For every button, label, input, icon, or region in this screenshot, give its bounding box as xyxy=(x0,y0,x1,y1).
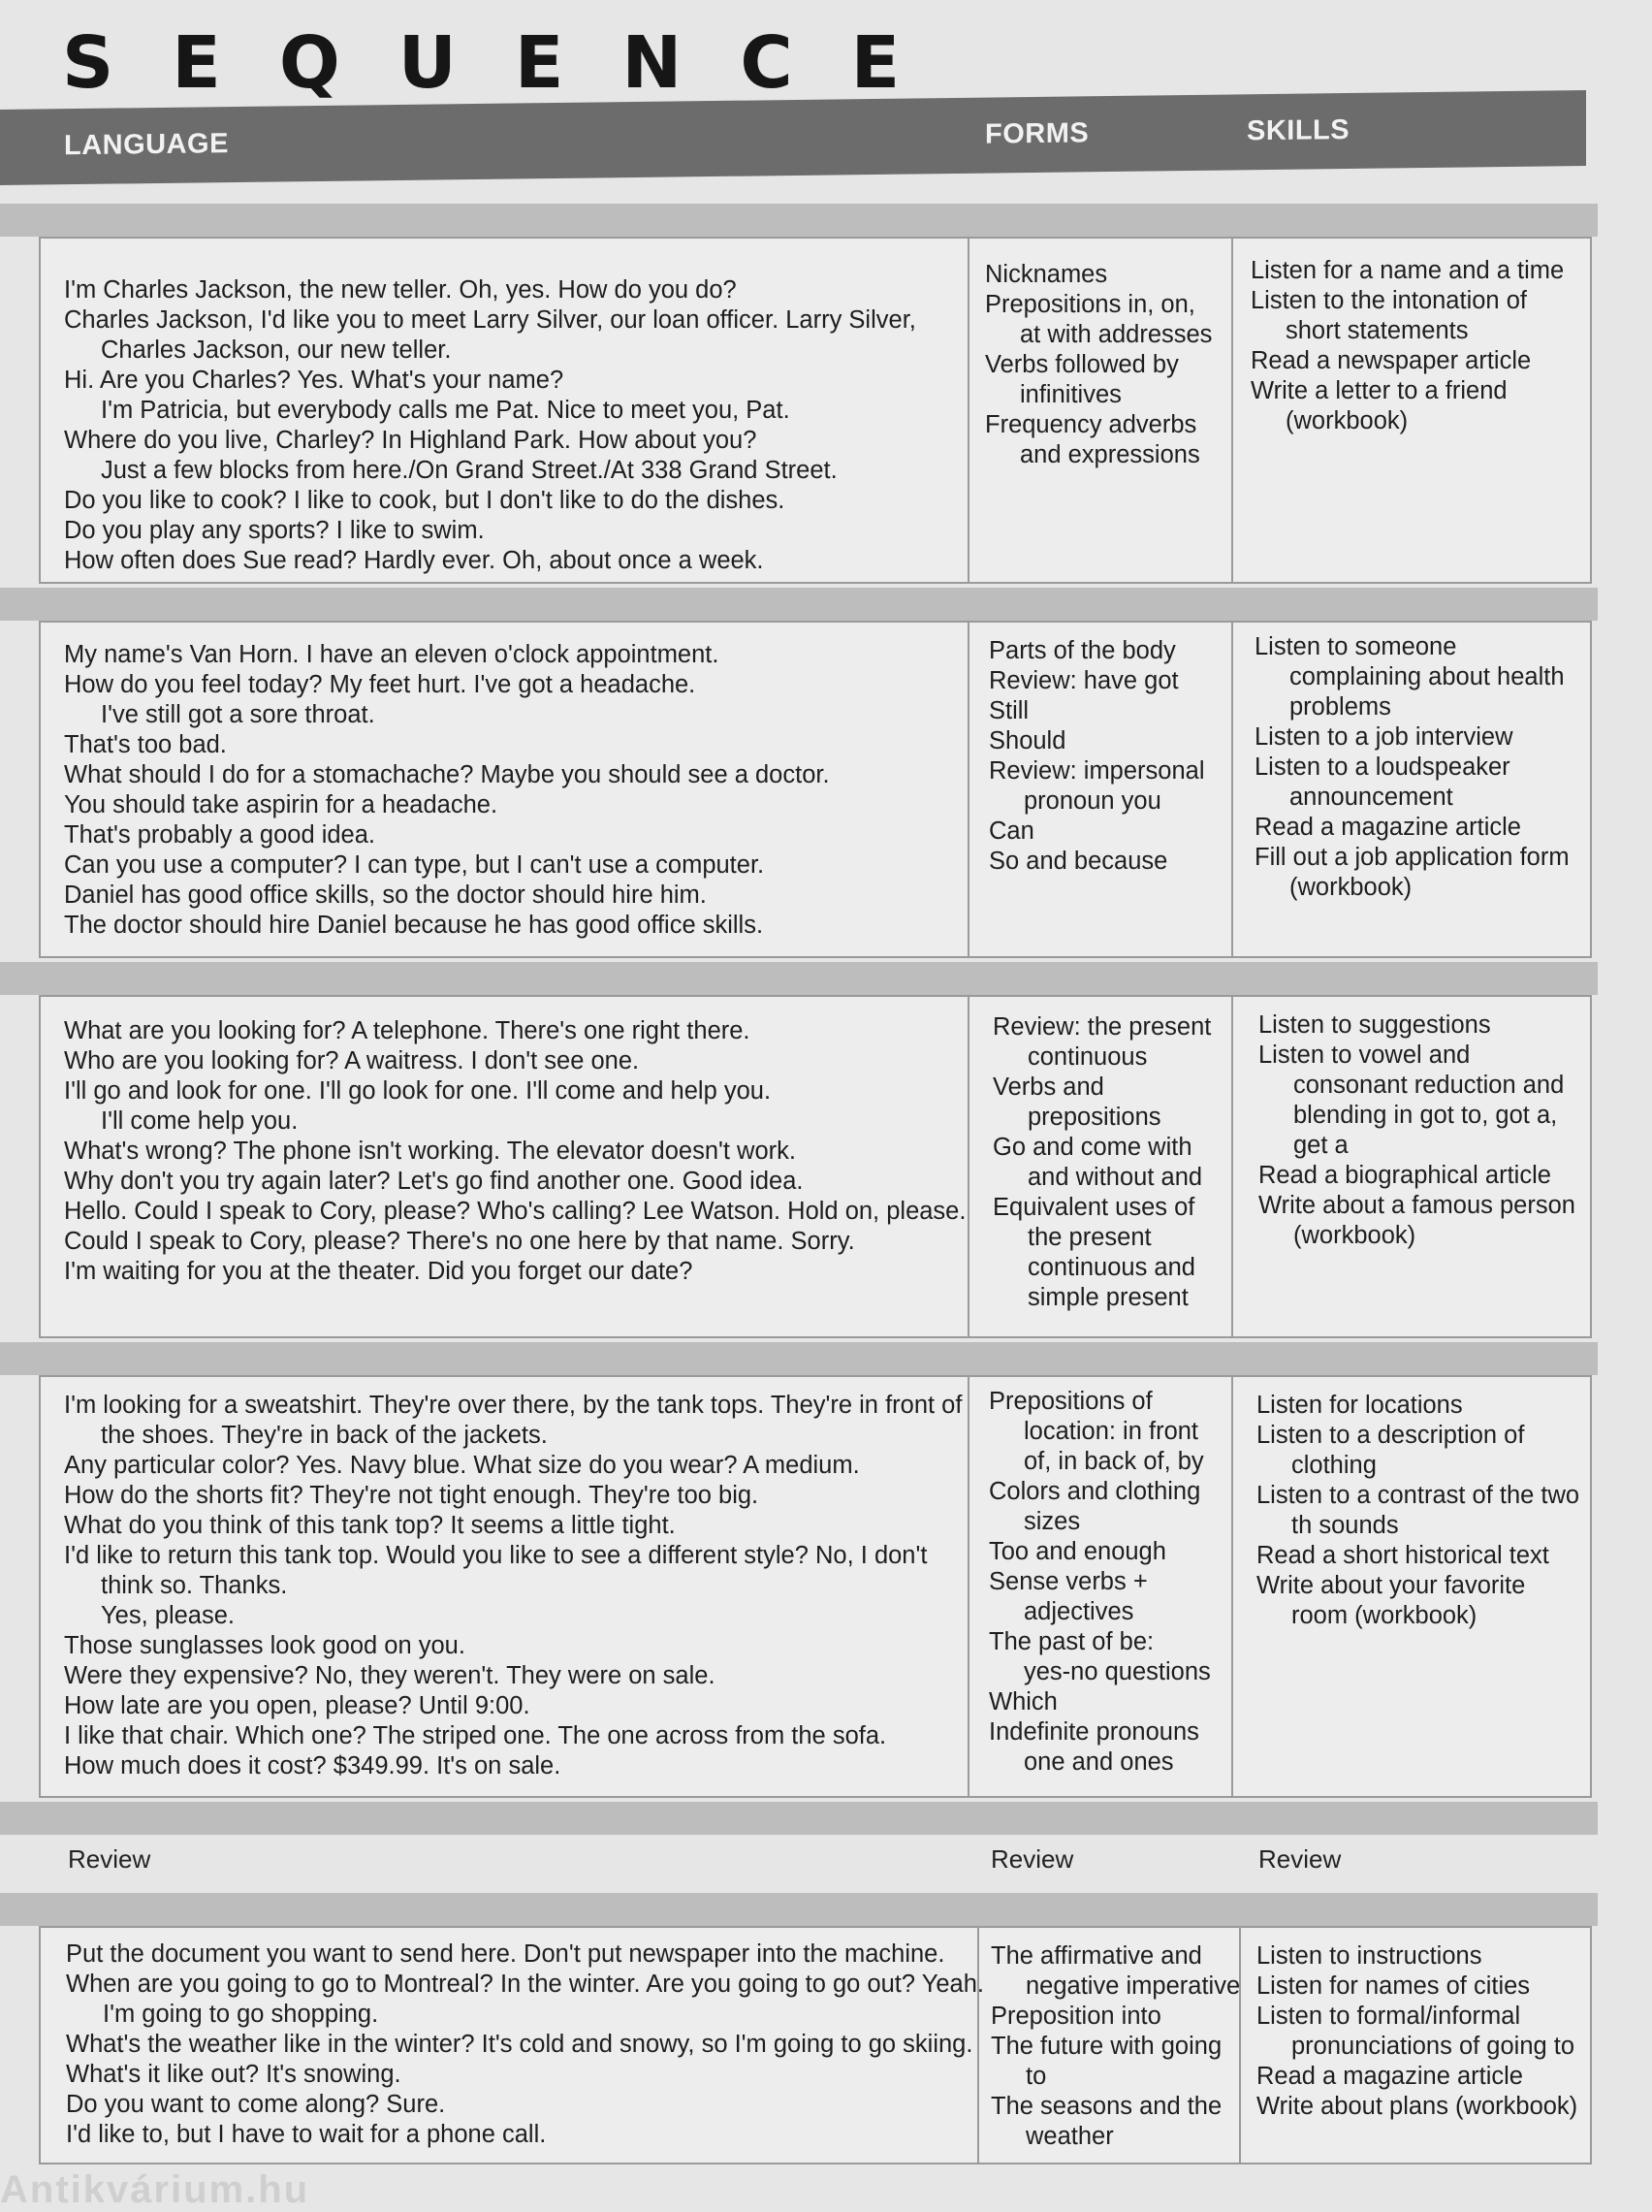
forms-line: Review: impersonal xyxy=(989,757,1205,785)
language-line: Were they expensive? No, they weren't. They were on sale. xyxy=(64,1662,715,1689)
forms-line: Which xyxy=(989,1688,1058,1715)
forms-line: Review: have got xyxy=(989,667,1179,694)
skills-line: Listen for names of cities xyxy=(1256,1972,1531,2000)
language-line: I'd like to, but I have to wait for a phone call. xyxy=(66,2121,547,2148)
language-column xyxy=(66,1940,984,2163)
language-line: How much does it cost? $349.99. It's on sale. xyxy=(64,1752,561,1779)
language-line: The doctor should hire Daniel because he has good office skills. xyxy=(64,912,764,939)
unit-panel xyxy=(39,995,1592,1338)
language-line: I'd like to return this tank top. Would you like to see a different style? No, I don't xyxy=(64,1542,928,1569)
forms-line: So and because xyxy=(989,848,1168,875)
language-line: You should take aspirin for a headache. xyxy=(64,791,498,818)
unit-panel xyxy=(39,1926,1592,2164)
forms-line: to xyxy=(1026,2063,1047,2090)
skills-line: problems xyxy=(1289,693,1391,721)
forms-line: location: in front xyxy=(1024,1418,1199,1445)
forms-line: one and ones xyxy=(1024,1748,1174,1776)
language-line: Do you play any sports? I like to swim. xyxy=(64,517,485,544)
language-line: That's too bad. xyxy=(64,731,227,758)
language-line: Daniel has good office skills, so the doctor should hire him. xyxy=(64,882,707,909)
language-line: Do you want to come along? Sure. xyxy=(66,2091,446,2118)
skills-line: Listen to a description of xyxy=(1256,1422,1525,1449)
forms-column xyxy=(968,1377,1231,1796)
language-line: How often does Sue read? Hardly ever. Oh, about once a week. xyxy=(64,547,764,574)
unit-panel xyxy=(39,621,1592,958)
skills-line: Write about a famous person xyxy=(1258,1192,1575,1219)
language-line: What's the weather like in the winter? It's cold and snowy, so I'm going to go skiing. xyxy=(66,2031,973,2058)
forms-column xyxy=(977,1928,1239,2163)
language-line: the shoes. They're in back of the jackets. xyxy=(101,1422,548,1449)
forms-line: Verbs followed by xyxy=(985,351,1179,378)
language-column xyxy=(64,1391,962,1796)
forms-line: the present xyxy=(1028,1224,1152,1251)
forms-line: continuous and xyxy=(1028,1254,1195,1281)
forms-line: adjectives xyxy=(1024,1598,1134,1625)
language-line: I'm Patricia, but everybody calls me Pat. Nice to meet you, Pat. xyxy=(101,397,790,424)
forms-line: of, in back of, by xyxy=(1024,1448,1204,1475)
language-column xyxy=(64,1016,966,1336)
skills-line: Write about plans (workbook) xyxy=(1256,2093,1578,2120)
skills-line: Listen to someone xyxy=(1255,633,1457,660)
header-language: LANGUAGE xyxy=(64,128,229,162)
forms-line: yes-no questions xyxy=(1024,1658,1211,1685)
language-line: Charles Jackson, I'd like you to meet Larry Silver, our loan officer. Larry Silver, xyxy=(64,306,916,334)
skills-line: Listen to vowel and xyxy=(1258,1042,1471,1069)
skills-line: Read a magazine article xyxy=(1255,814,1521,841)
forms-line: The past of be: xyxy=(989,1628,1155,1655)
language-line: I'm going to go shopping. xyxy=(103,2001,379,2028)
forms-line: Prepositions in, on, xyxy=(985,291,1195,318)
forms-line: Nicknames xyxy=(985,261,1108,288)
skills-line: Read a biographical article xyxy=(1258,1162,1551,1189)
forms-line: Should xyxy=(989,727,1066,754)
language-line: Could I speak to Cory, please? There's no one here by that name. Sorry. xyxy=(64,1228,855,1255)
skills-line: (workbook) xyxy=(1289,874,1413,901)
skills-line: Listen to suggestions xyxy=(1258,1011,1491,1039)
forms-line: Too and enough xyxy=(989,1538,1166,1565)
forms-line: sizes xyxy=(1024,1508,1081,1535)
skills-column xyxy=(1239,1928,1592,2163)
forms-line: Equivalent uses of xyxy=(993,1194,1195,1221)
skills-line: Read a short historical text xyxy=(1256,1542,1549,1569)
forms-line: and expressions xyxy=(1020,441,1200,468)
language-line: I'll go and look for one. I'll go look for one. I'll come and help you. xyxy=(64,1077,772,1105)
language-line: Hello. Could I speak to Cory, please? Who's calling? Lee Watson. Hold on, please. xyxy=(64,1198,967,1225)
language-line: Charles Jackson, our new teller. xyxy=(101,337,452,364)
language-line: Where do you live, Charley? In Highland Park. How about you? xyxy=(64,427,757,454)
skills-line: Listen to instructions xyxy=(1256,1942,1482,1970)
skills-line: th sounds xyxy=(1291,1512,1399,1539)
language-line: What do you think of this tank top? It seems a little tight. xyxy=(64,1512,676,1539)
review-language: Review xyxy=(68,1844,151,1874)
skills-line: Listen to the intonation of xyxy=(1251,287,1527,314)
forms-line: weather xyxy=(1026,2123,1114,2150)
language-line: How do the shorts fit? They're not tight enough. They're too big. xyxy=(64,1482,759,1509)
forms-line: Can xyxy=(989,817,1034,845)
skills-line: announcement xyxy=(1289,784,1453,811)
language-line: Just a few blocks from here./On Grand Street./At 338 Grand Street. xyxy=(101,457,838,484)
skills-line: clothing xyxy=(1291,1452,1377,1479)
forms-column xyxy=(968,239,1231,582)
forms-line: pronoun you xyxy=(1024,787,1161,815)
language-line: Any particular color? Yes. Navy blue. What size do you wear? A medium. xyxy=(64,1452,860,1479)
forms-line: Go and come with xyxy=(993,1134,1192,1161)
watermark-text: Antikvárium.hu xyxy=(0,2168,310,2211)
unit-strip xyxy=(0,962,1598,995)
skills-column xyxy=(1231,997,1592,1336)
language-line: Why don't you try again later? Let's go find another one. Good idea. xyxy=(64,1168,804,1195)
forms-line: The future with going xyxy=(991,2033,1223,2060)
forms-line: Frequency adverbs xyxy=(985,411,1197,438)
language-line: How do you feel today? My feet hurt. I've got a headache. xyxy=(64,671,696,698)
skills-column xyxy=(1231,1377,1592,1796)
forms-line: Indefinite pronouns xyxy=(989,1718,1199,1746)
language-line: How late are you open, please? Until 9:00. xyxy=(64,1692,530,1719)
language-line: What's it like out? It's snowing. xyxy=(66,2061,401,2088)
forms-line: infinitives xyxy=(1020,381,1122,408)
skills-line: Read a magazine article xyxy=(1256,2063,1523,2090)
forms-line: prepositions xyxy=(1028,1104,1161,1131)
skills-column xyxy=(1231,623,1592,956)
forms-line: simple present xyxy=(1028,1284,1189,1311)
forms-line: Still xyxy=(989,697,1030,724)
skills-line: Listen to a job interview xyxy=(1255,723,1513,751)
language-line: Put the document you want to send here. Don't put newspaper into the machine. xyxy=(66,1940,945,1968)
forms-line: continuous xyxy=(1028,1043,1148,1071)
forms-column xyxy=(968,997,1231,1336)
skills-line: Write a letter to a friend xyxy=(1251,377,1508,404)
unit-strip xyxy=(0,1802,1598,1835)
review-forms: Review xyxy=(991,1844,1074,1874)
forms-line: Sense verbs + xyxy=(989,1568,1148,1595)
skills-line: Listen for locations xyxy=(1256,1392,1463,1419)
skills-line: short statements xyxy=(1286,317,1469,344)
language-line: Yes, please. xyxy=(101,1602,235,1629)
language-line: My name's Van Horn. I have an eleven o'clock appointment. xyxy=(64,641,719,668)
forms-column xyxy=(968,623,1231,956)
unit-strip xyxy=(0,588,1598,621)
skills-line: (workbook) xyxy=(1293,1222,1416,1249)
unit-strip xyxy=(0,1893,1598,1926)
skills-line: (workbook) xyxy=(1286,407,1409,434)
language-line: I'm waiting for you at the theater. Did you forget our date? xyxy=(64,1258,693,1285)
header-skills: SKILLS xyxy=(1247,113,1350,147)
review-skills: Review xyxy=(1258,1844,1342,1874)
skills-line: Fill out a job application form xyxy=(1255,844,1570,871)
skills-column xyxy=(1231,239,1592,582)
skills-line: pronunciations of going to xyxy=(1291,2033,1575,2060)
language-line: Do you like to cook? I like to cook, but I don't like to do the dishes. xyxy=(64,487,785,514)
language-column xyxy=(64,275,916,582)
skills-line: Listen to a loudspeaker xyxy=(1255,753,1510,781)
language-line: When are you going to go to Montreal? In the winter. Are you going to go out? Yeah. xyxy=(66,1971,984,1998)
language-line: I like that chair. Which one? The striped one. The one across from the sofa. xyxy=(64,1722,887,1749)
unit-strip xyxy=(0,204,1598,237)
language-line: I'll come help you. xyxy=(101,1107,299,1135)
language-line: I'm looking for a sweatshirt. They're over there, by the tank tops. They're in front of xyxy=(64,1392,963,1419)
skills-line: Read a newspaper article xyxy=(1251,347,1532,374)
skills-line: Listen for a name and a time xyxy=(1251,257,1565,284)
skills-line: room (workbook) xyxy=(1291,1602,1477,1629)
skills-line: Write about your favorite xyxy=(1256,1572,1526,1599)
language-line: I'm Charles Jackson, the new teller. Oh, yes. How do you do? xyxy=(64,276,737,304)
forms-line: at with addresses xyxy=(1020,321,1213,348)
language-line: Hi. Are you Charles? Yes. What's your name? xyxy=(64,367,564,394)
language-line: think so. Thanks. xyxy=(101,1572,288,1599)
skills-line: Listen to a contrast of the two xyxy=(1256,1482,1580,1509)
forms-line: The seasons and the xyxy=(991,2093,1223,2120)
forms-line: Preposition into xyxy=(991,2003,1161,2030)
language-line: Who are you looking for? A waitress. I don't see one. xyxy=(64,1047,640,1074)
forms-line: Parts of the body xyxy=(989,637,1176,664)
forms-line: negative imperative xyxy=(1026,1972,1241,2000)
language-line: What are you looking for? A telephone. There's one right there. xyxy=(64,1017,750,1044)
forms-line: and without and xyxy=(1028,1164,1203,1191)
unit-panel xyxy=(39,237,1592,584)
forms-line: Prepositions of xyxy=(989,1388,1153,1415)
skills-line: complaining about health xyxy=(1289,663,1565,690)
unit-strip xyxy=(0,1342,1598,1375)
forms-line: The affirmative and xyxy=(991,1942,1202,1970)
skills-line: consonant reduction and xyxy=(1293,1072,1565,1099)
forms-line: Verbs and xyxy=(993,1074,1104,1101)
language-line: Those sunglasses look good on you. xyxy=(64,1632,465,1659)
skills-line: get a xyxy=(1293,1132,1349,1159)
language-line: I've still got a sore throat. xyxy=(101,701,375,728)
language-column xyxy=(64,640,830,956)
forms-line: Review: the present xyxy=(993,1013,1212,1041)
language-line: Can you use a computer? I can type, but I can't use a computer. xyxy=(64,851,765,879)
page-title: SEQUENCE xyxy=(62,21,959,105)
language-line: What's wrong? The phone isn't working. The elevator doesn't work. xyxy=(64,1138,796,1165)
unit-panel xyxy=(39,1375,1592,1798)
language-line: What should I do for a stomachache? Maybe you should see a doctor. xyxy=(64,761,830,788)
language-line: That's probably a good idea. xyxy=(64,821,376,849)
header-forms: FORMS xyxy=(985,117,1090,150)
skills-line: blending in got to, got a, xyxy=(1293,1102,1558,1129)
forms-line: Colors and clothing xyxy=(989,1478,1201,1505)
skills-line: Listen to formal/informal xyxy=(1256,2003,1521,2030)
